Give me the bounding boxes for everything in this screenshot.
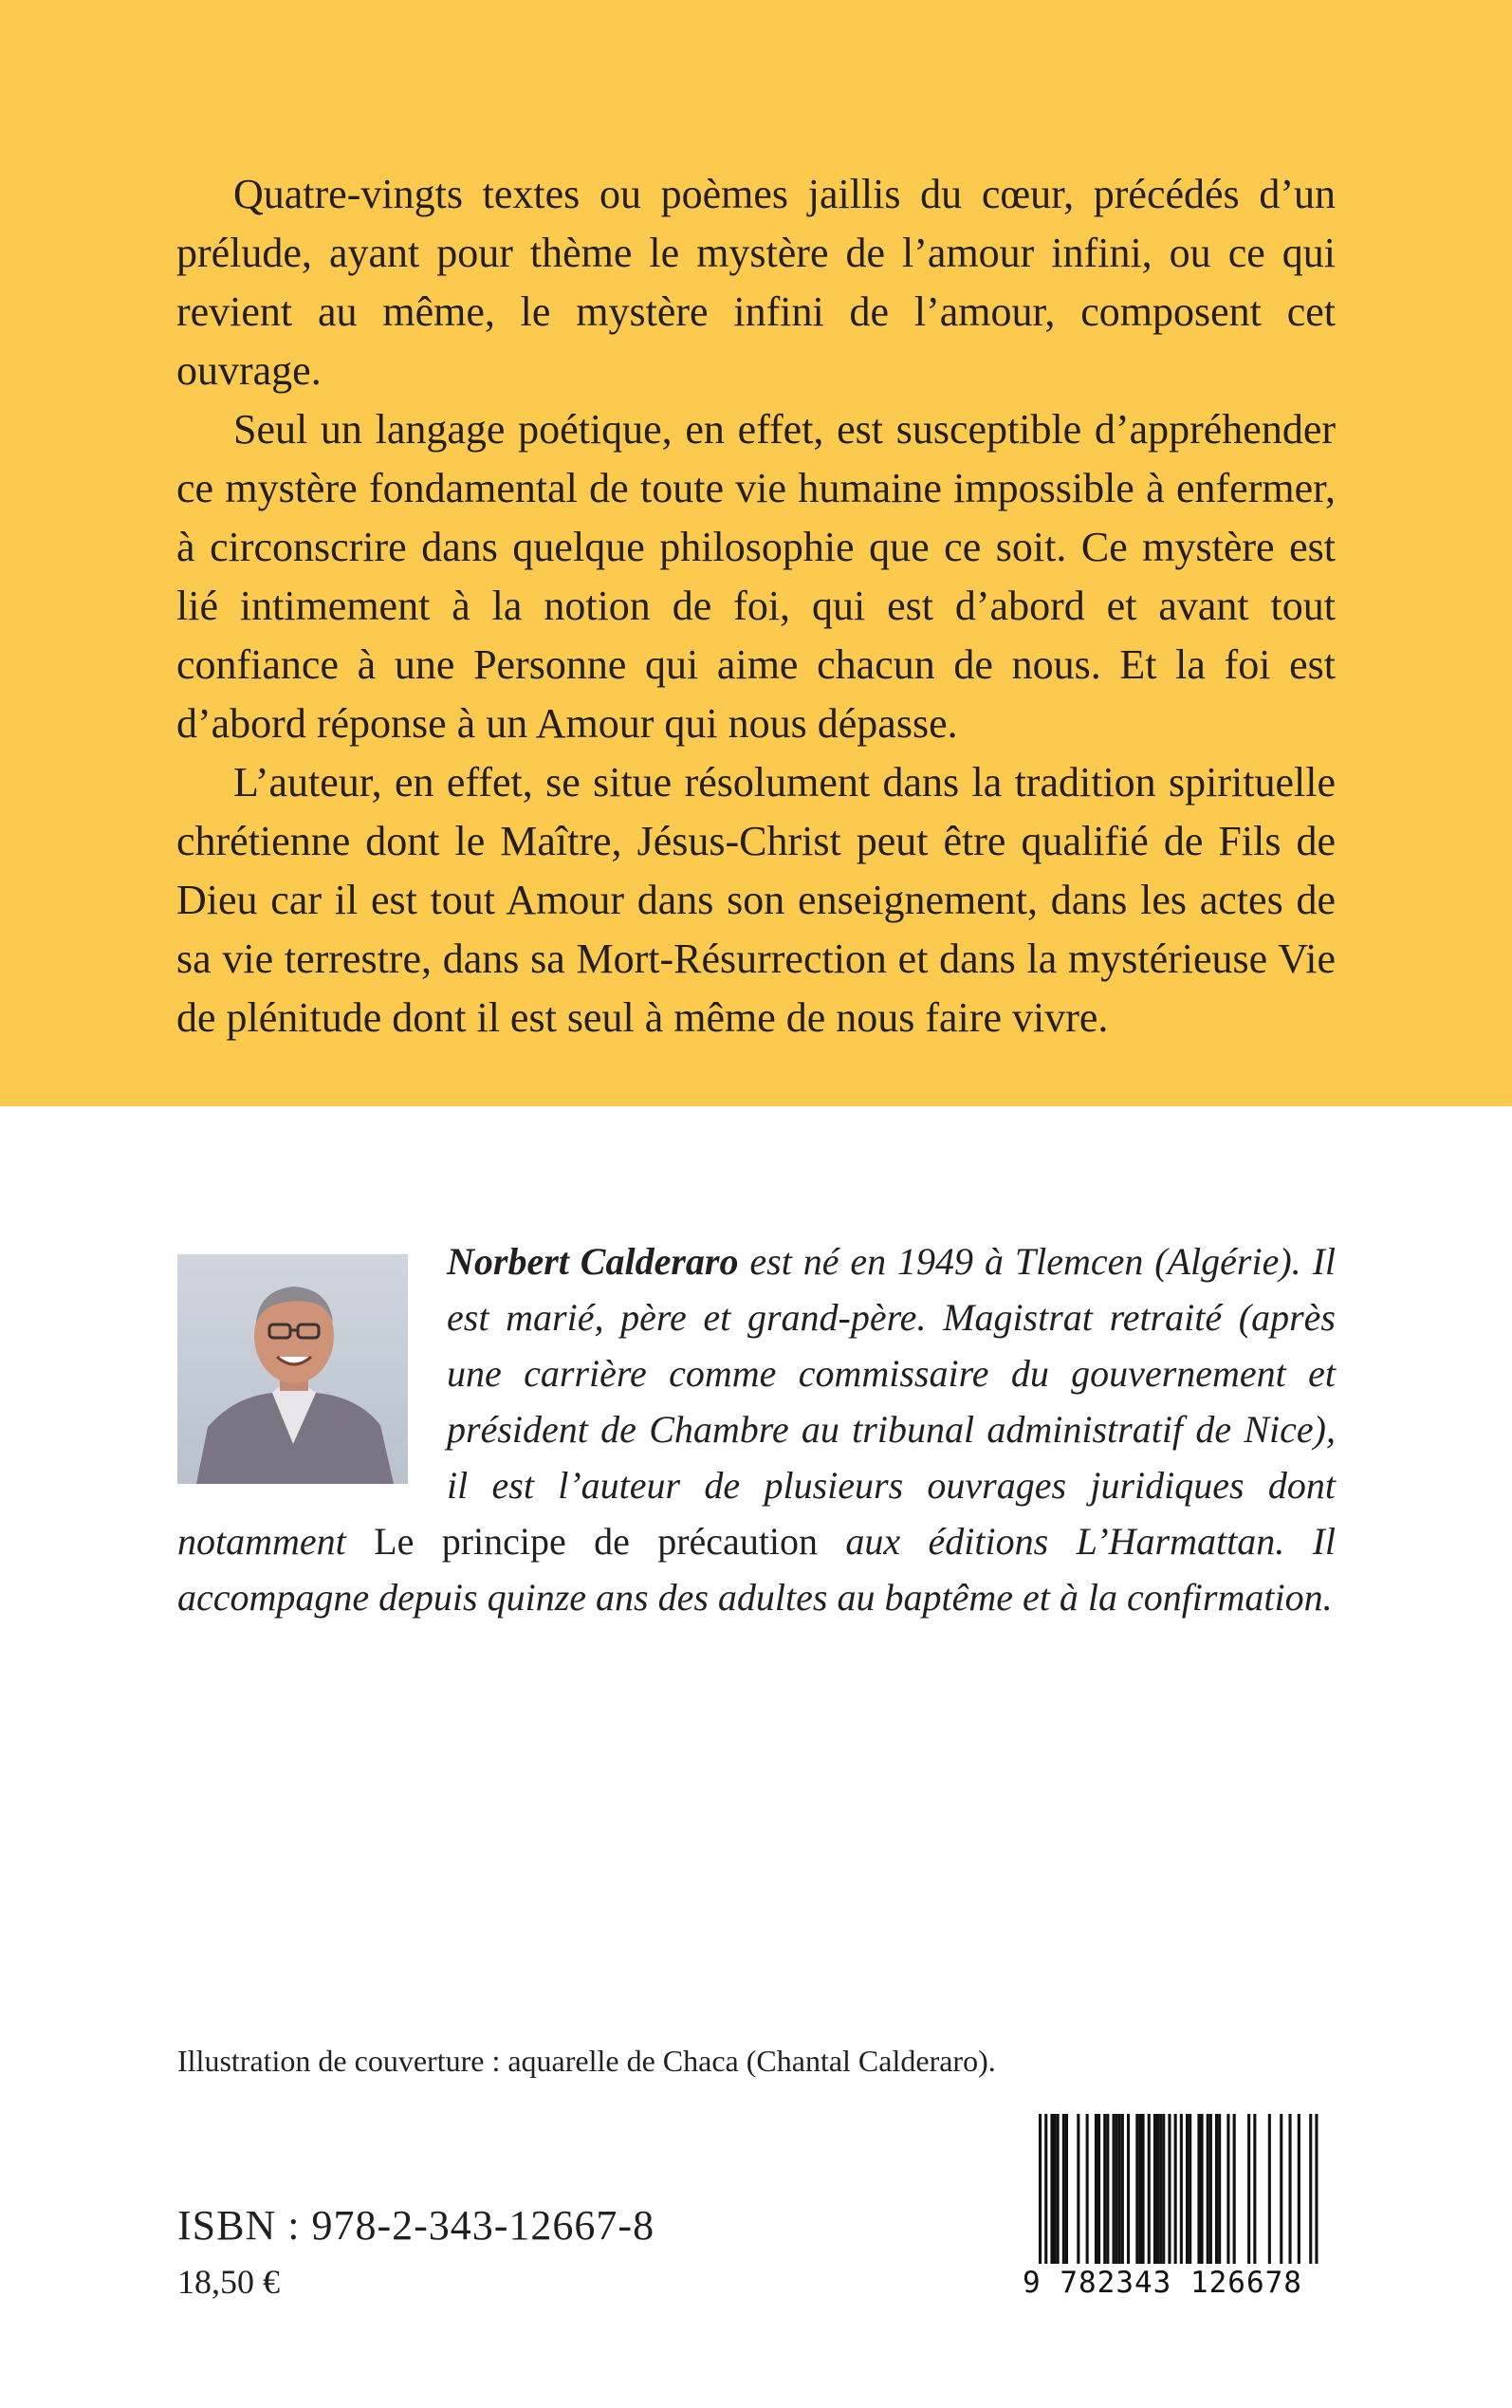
barcode-bar bbox=[1103, 2114, 1106, 2266]
author-bio-birth: est né en 1949 à Tlemcen (Algérie). bbox=[749, 1240, 1301, 1283]
barcode-bar bbox=[1162, 2114, 1165, 2266]
barcode-bar bbox=[1153, 2114, 1156, 2266]
price: 18,50 € bbox=[177, 2263, 280, 2301]
barcode-bar bbox=[1106, 2114, 1109, 2266]
barcode-bar bbox=[1233, 2114, 1236, 2266]
barcode-bar bbox=[1065, 2114, 1068, 2266]
blurb-paragraph-3: L’auteur, en effet, se situe résolument dans la tradition spirituelle chrétienne dont le Maître, Jésus-Christ peut être qualifié de Fils de Dieu car il est tout Amour dans son enseignement, dans les actes de sa vie terrestre, dans sa Mort-Résurrection et dans la mystérieuse Vie de plénitude dont il est seul à même de nous faire vivre. bbox=[176, 759, 1336, 1041]
barcode-bar bbox=[1186, 2114, 1189, 2266]
barcode-bar bbox=[1215, 2114, 1218, 2266]
author-name: Norbert Calderaro bbox=[447, 1240, 739, 1283]
barcode-digits: 9 782343 126678 bbox=[1023, 2264, 1337, 2302]
barcode-bar bbox=[1247, 2114, 1250, 2266]
barcode-bar bbox=[1121, 2114, 1124, 2266]
barcode-bar bbox=[1116, 2114, 1118, 2266]
barcode-bar bbox=[1156, 2114, 1159, 2266]
barcode-bar bbox=[1201, 2114, 1204, 2266]
barcode-bar bbox=[1118, 2114, 1121, 2266]
author-book-title: Le principe de précaution bbox=[374, 1520, 819, 1563]
barcode-bar bbox=[1253, 2114, 1256, 2266]
isbn: ISBN : 978-2-343-12667-8 bbox=[177, 2202, 655, 2249]
barcode-bar bbox=[1218, 2114, 1221, 2266]
barcode-bar bbox=[1054, 2114, 1057, 2266]
barcode-bar bbox=[1197, 2114, 1200, 2266]
barcode-bar bbox=[1207, 2114, 1209, 2266]
barcode-bar bbox=[1159, 2114, 1162, 2266]
barcode-bar bbox=[1298, 2114, 1300, 2266]
barcode-bar bbox=[1086, 2114, 1089, 2266]
barcode-bar bbox=[1097, 2114, 1100, 2266]
barcode-bar bbox=[1077, 2114, 1079, 2266]
barcode-bar bbox=[1148, 2114, 1151, 2266]
barcode-bar bbox=[1057, 2114, 1060, 2266]
author-bio-activity: Il accompagne depuis quinze ans des adultes au baptême et à la confirmation. bbox=[177, 1520, 1337, 1619]
blurb-paragraph-1: Quatre-vingts textes ou poèmes jaillis du cœur, précédés d’un prélude, ayant pour thème le mystère de l’amour infini, ou ce qui revient au même, le mystère infini de l’amour, composent cet ouvrage. bbox=[176, 171, 1336, 394]
cover-credit: Illustration de couverture : aquarelle de Chaca (Chantal Calderaro). bbox=[177, 2044, 996, 2078]
barcode-bar bbox=[1142, 2114, 1145, 2266]
blurb-paragraph-2: Seul un langage poétique, en effet, est susceptible d’appréhender ce mystère fondamental de toute vie humaine impossible à enfermer, à circonscrire dans quelque philosophie que ce soit. Ce mystère est lié intimement à la notion de foi, qui est d’abord et avant tout confiance à une Personne qui aime chacun de nous. Et la foi est d’abord réponse à un Amour qui nous dépasse. bbox=[176, 406, 1336, 747]
barcode-bar bbox=[1280, 2114, 1282, 2266]
barcode-bar bbox=[1268, 2114, 1271, 2266]
blurb-panel bbox=[0, 0, 1512, 1106]
author-bio-publisher: aux éditions L’Harmattan. bbox=[845, 1520, 1285, 1563]
barcode-bar bbox=[1062, 2114, 1065, 2266]
barcode-bar bbox=[1289, 2114, 1292, 2266]
barcode-bar bbox=[1095, 2114, 1097, 2266]
barcode-bar bbox=[1113, 2114, 1116, 2266]
barcode-bar bbox=[1189, 2114, 1191, 2266]
author-bio-career: Il est marié, père et grand-père. Magistrat retraité (après une carrière comme commissaire du gouvernement et président de Chambre au tribunal administratif de Nice), il est l’auteur de plusieurs ouvrages juridiques dont notamment bbox=[177, 1240, 1336, 1563]
blurb-text bbox=[176, 165, 1336, 1047]
barcode-bar bbox=[1050, 2114, 1053, 2266]
barcode-bar bbox=[1168, 2114, 1171, 2266]
barcode-bar bbox=[1209, 2114, 1212, 2266]
barcode-bar bbox=[1226, 2114, 1229, 2266]
barcode-bar bbox=[1127, 2114, 1130, 2266]
barcode-bar bbox=[1138, 2114, 1141, 2266]
author-bio bbox=[177, 1233, 1336, 1625]
barcode-bar bbox=[1135, 2114, 1138, 2266]
